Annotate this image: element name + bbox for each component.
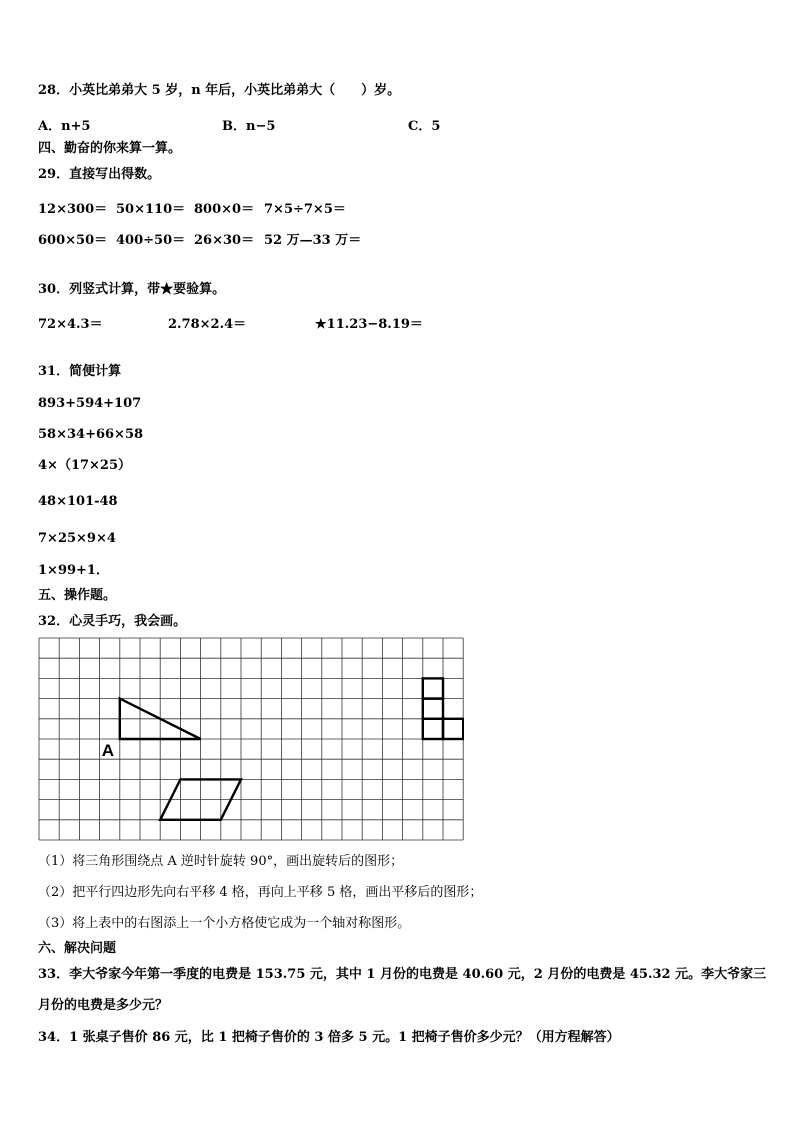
l-shape-cell bbox=[423, 719, 443, 739]
q30-item: 72×4.3＝ bbox=[38, 317, 103, 332]
l-shape-cell bbox=[443, 719, 463, 739]
q34-line-1: 34．1 张桌子售价 86 元，比 1 把椅子售价的 3 倍多 5 元。1 把椅子售价多少元？（用方程解答） bbox=[38, 1030, 620, 1045]
q31-item-3: 4×（17×25） bbox=[38, 458, 132, 473]
q30-item: ★11.23−8.19＝ bbox=[315, 317, 423, 332]
l-shape-cell bbox=[423, 678, 443, 698]
q28-option-b: B．n−5 bbox=[222, 119, 276, 134]
q32-sub-1: （1）将三角形围绕点 A 逆时针旋转 90°，画出旋转后的图形； bbox=[38, 854, 404, 869]
section-5-heading: 五、操作题。 bbox=[38, 588, 117, 603]
q31-item-6: 1×99+1． bbox=[38, 563, 109, 578]
q30-item: 2.78×2.4＝ bbox=[168, 317, 247, 332]
q33-line-1: 33．李大爷家今年第一季度的电费是 153.75 元，其中 1 月份的电费是 40.60 元，2 月份的电费是 45.32 元。李大爷家三 bbox=[38, 967, 767, 982]
q29-item: 50×110＝ bbox=[116, 202, 186, 217]
section-4-heading: 四、勤奋的你来算一算。 bbox=[38, 141, 182, 156]
q32-title: 32．心灵手巧，我会画。 bbox=[38, 614, 187, 629]
section-6-heading: 六、解决问题 bbox=[38, 941, 117, 956]
l-shape-cells bbox=[423, 678, 463, 739]
q29-row-2 bbox=[0, 229, 794, 248]
q33-line-2: 月份的电费是多少元？ bbox=[38, 998, 169, 1013]
q29-item: 800×0＝ bbox=[194, 202, 255, 217]
q29-title: 29．直接写出得数。 bbox=[38, 167, 161, 182]
q28-stem: 28．小英比弟弟大 5 岁，n 年后，小英比弟弟大（ ）岁。 bbox=[38, 83, 401, 98]
q31-item-2: 58×34+66×58 bbox=[38, 427, 144, 442]
q31-item-5: 7×25×9×4 bbox=[38, 531, 116, 546]
l-shape-cell bbox=[423, 699, 443, 719]
q32-sub-2: （2）把平行四边形先向右平移 4 格，再向上平移 5 格，画出平移后的图形； bbox=[38, 885, 483, 900]
q29-row-1 bbox=[0, 198, 794, 217]
q29-item: 12×300＝ bbox=[38, 202, 108, 217]
q30-items bbox=[0, 313, 794, 332]
q29-item: 600×50＝ bbox=[38, 233, 108, 248]
q29-item: 400÷50＝ bbox=[116, 233, 186, 248]
grid-lines bbox=[39, 638, 463, 840]
q29-item: 7×5÷7×5＝ bbox=[264, 202, 346, 217]
q28-option-c: C．5 bbox=[408, 119, 441, 134]
point-a-label: A bbox=[101, 741, 115, 760]
q32-sub-3: （3）将上表中的右图添上一个小方格使它成为一个轴对称图形。 bbox=[38, 916, 411, 931]
q28-option-a: A．n+5 bbox=[38, 119, 91, 134]
q31-item-1: 893+594+107 bbox=[38, 396, 142, 411]
q29-item: 26×30＝ bbox=[194, 233, 255, 248]
q30-title: 30．列竖式计算，带★要验算。 bbox=[38, 282, 226, 297]
drawing-grid[interactable] bbox=[38, 637, 464, 845]
q31-title: 31．简便计算 bbox=[38, 364, 122, 379]
q29-item: 52 万—33 万＝ bbox=[264, 233, 362, 248]
q31-item-4: 48×101-48 bbox=[38, 494, 118, 509]
